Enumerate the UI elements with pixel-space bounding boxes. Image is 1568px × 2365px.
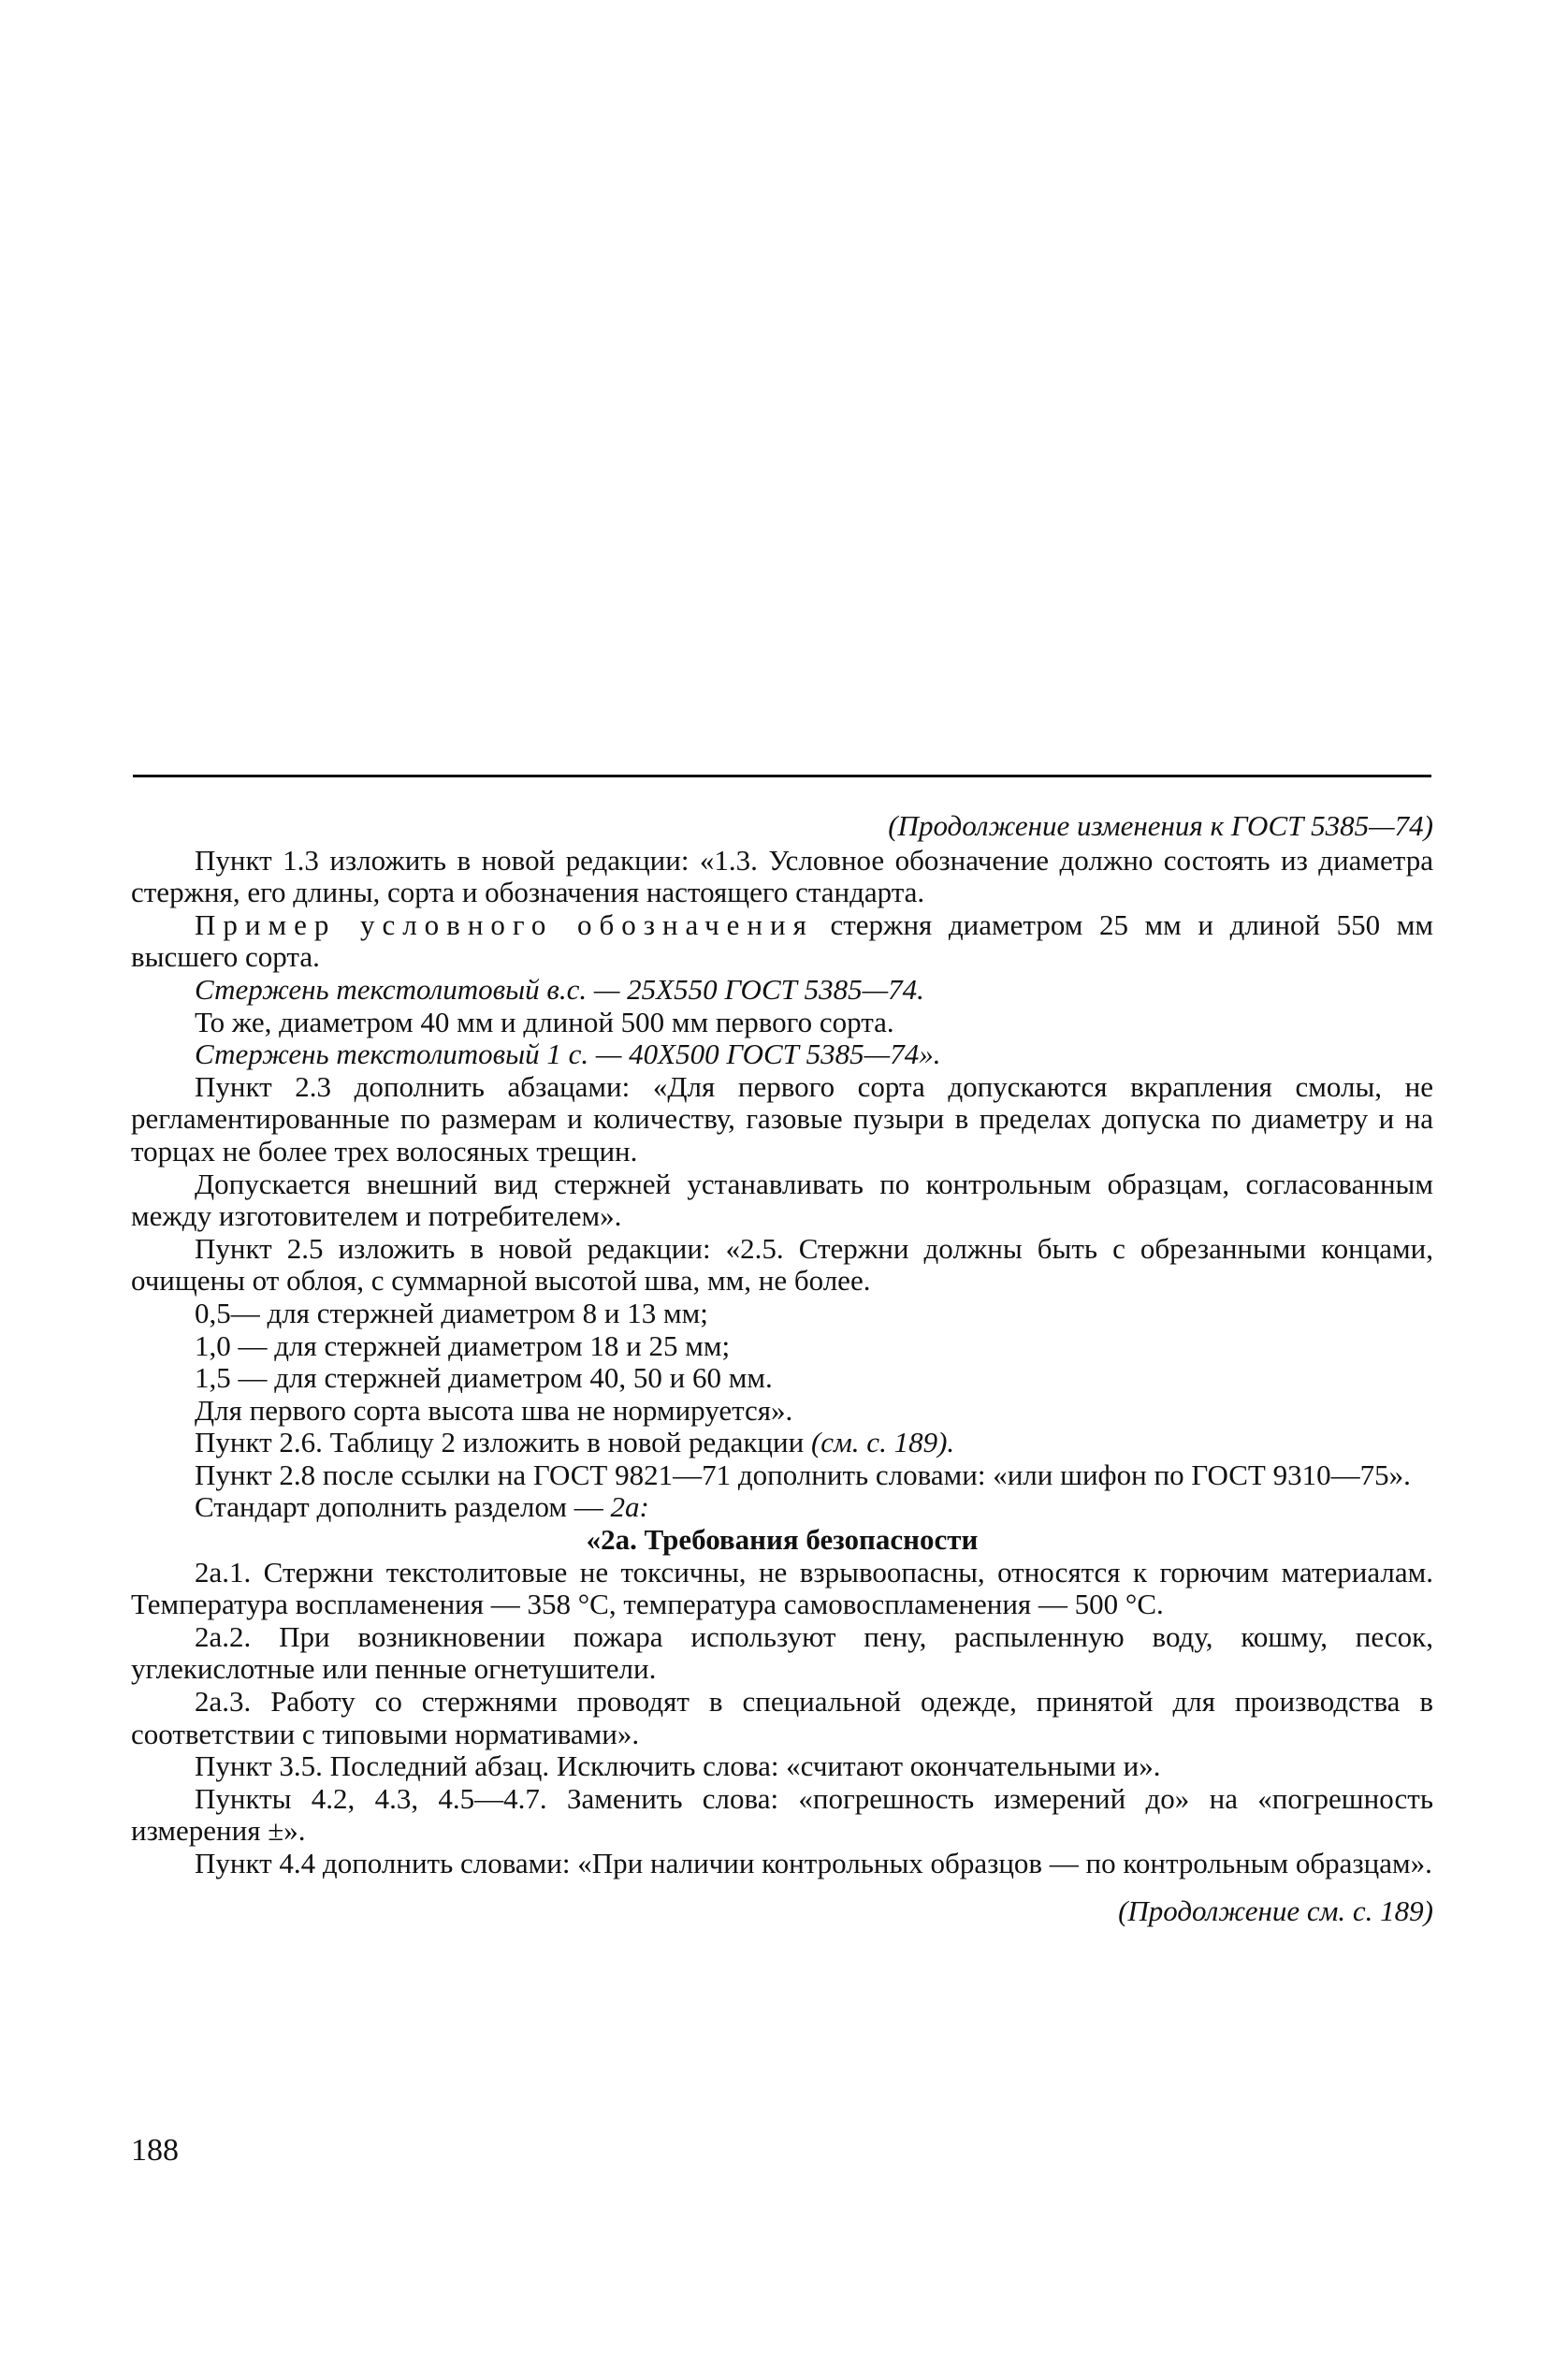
paragraph-text: Пункт 2.6. Таблицу 2 изложить в новой редакции <box>195 1426 805 1459</box>
paragraph: Пункт 2.3 дополнить абзацами: «Для первого сорта допускаются вкрапления смолы, не регламентированные по размерам и количеству, газовые пузыри в пределах допуска по диаметру и на торцах не более трех волосяных трещин. <box>131 1069 1433 1168</box>
paragraph: То же, диаметром 40 мм и длиной 500 мм первого сорта. <box>195 1005 894 1038</box>
paragraph: 2а.2. При возникновении пожара используют пену, распыленную воду, кошму, песок, углекислотные или пенные огнетушители. <box>131 1619 1433 1686</box>
continuation-header: (Продолжение изменения к ГОСТ 5385—74) <box>888 809 1433 842</box>
paragraph: Пункт 4.4 дополнить словами: «При наличии контрольных образцов — по контрольным образцам». <box>195 1847 1432 1879</box>
spaced-phrase: Пример условного обозначения <box>195 907 814 941</box>
paragraph: Пункты 4.2, 4.3, 4.5—4.7. Заменить слова: «погрешность измерений до» на «погрешность измерения ±». <box>131 1781 1433 1848</box>
paragraph-example: Стержень текстолитовый в.с. — 25Х550 ГОСТ 5385—74. <box>195 972 924 1006</box>
paragraph-example: Стержень текстолитовый 1 с. — 40Х500 ГОСТ 5385—74». <box>195 1037 941 1071</box>
page-number: 188 <box>131 2133 179 2168</box>
top-rule <box>133 775 1431 777</box>
paragraph <box>131 909 1433 974</box>
page-reference: (см. с. 189). <box>804 1426 955 1459</box>
paragraph-tail: стержня диаметром 25 мм и длиной 550 мм высшего сорта. <box>131 907 1434 974</box>
list-item: 0,5— для стержней диаметром 8 и 13 мм; <box>195 1296 708 1329</box>
paragraph: 2а.1. Стержни текстолитовые не токсичны, не взрывоопасны, относятся к горючим материалам. Температура воспламенения — 358 °С, температура самовоспламенения — 500 °С. <box>131 1555 1433 1621</box>
paragraph <box>131 1491 1433 1524</box>
paragraph: Для первого сорта высота шва не нормируется». <box>195 1393 793 1427</box>
list-item: 1,5 — для стержней диаметром 40, 50 и 60 мм. <box>195 1361 773 1395</box>
paragraph: Пункт 2.8 после ссылки на ГОСТ 9821—71 дополнить словами: «или шифон по ГОСТ 9310—75». <box>195 1458 1411 1491</box>
paragraph: Пункт 2.5 изложить в новой редакции: «2.5. Стержни должны быть с обрезанными концами, очищены от облоя, с суммарной высотой шва, мм, не более. <box>131 1231 1433 1298</box>
paragraph: Допускается внешний вид стержней устанавливать по контрольным образцам, согласованным между изготовителем и потребителем». <box>131 1167 1433 1233</box>
list-item: 1,0 — для стержней диаметром 18 и 25 мм; <box>195 1328 731 1362</box>
paragraph: Пункт 3.5. Последний абзац. Исключить слова: «считают окончательными и». <box>195 1749 1161 1783</box>
paragraph: Пункт 1.3 изложить в новой редакции: «1.3. Условное обозначение должно состоять из диаметра стержня, его длины, сорта и обозначения настоящего стандарта. <box>131 843 1433 909</box>
paragraph: 2а.3. Работу со стержнями проводят в специальной одежде, принятой для производства в соответствии с типовыми нормативами». <box>131 1685 1433 1750</box>
main-text <box>131 810 1433 1927</box>
continuation-footer: (Продолжение см. с. 189) <box>1118 1893 1433 1927</box>
paragraph-text: Стандарт дополнить разделом — <box>195 1490 611 1524</box>
section-heading: «2а. Требования безопасности <box>586 1523 979 1557</box>
paragraph <box>131 1427 1433 1459</box>
section-reference: 2а: <box>610 1490 649 1524</box>
